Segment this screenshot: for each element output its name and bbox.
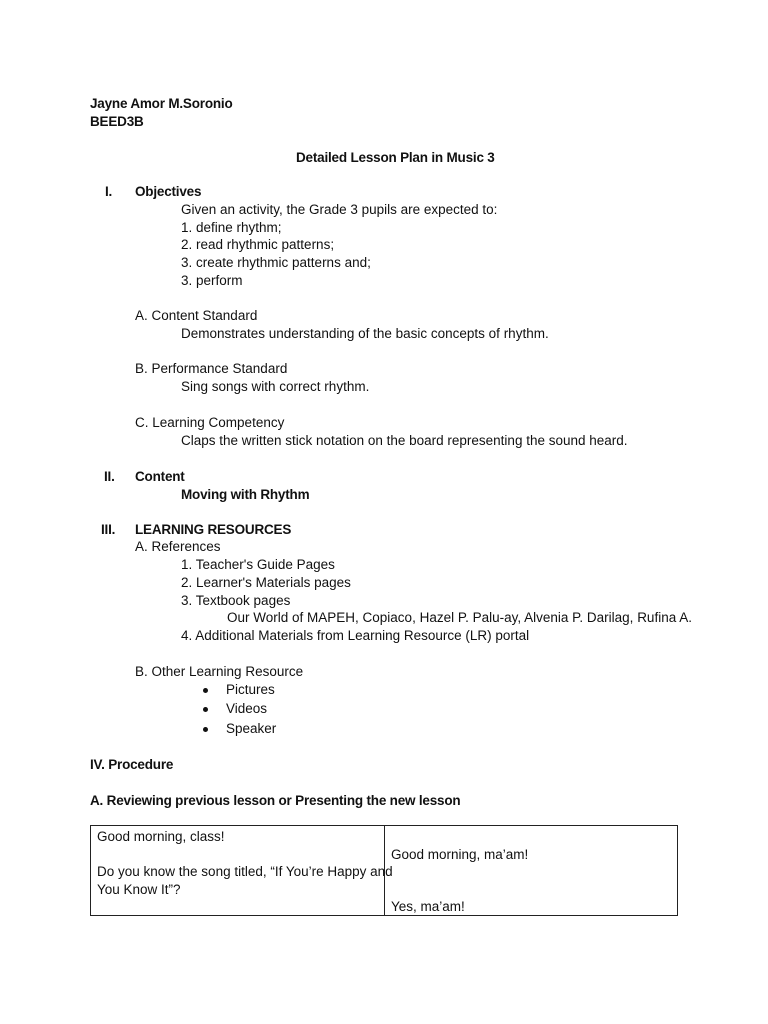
content-standard-label: A. Content Standard <box>135 308 258 323</box>
content-topic: Moving with Rhythm <box>181 487 310 502</box>
performance-standard-label: B. Performance Standard <box>135 361 288 376</box>
pupil-line: Good morning, ma’am! <box>391 847 529 862</box>
other-resource-item: Speaker <box>226 721 277 736</box>
pupil-activity-cell <box>385 826 678 916</box>
bullet-icon <box>203 707 208 712</box>
other-resource-item: Videos <box>226 701 268 716</box>
reference-item: 1. Teacher's Guide Pages <box>181 557 335 572</box>
objective-item: 3. perform <box>181 273 243 288</box>
content-heading: Content <box>135 469 185 484</box>
objectives-numeral: I. <box>105 184 113 199</box>
procedure-subheading: A. Reviewing previous lesson or Presenting the new lesson <box>90 793 461 808</box>
content-numeral: II. <box>104 469 115 484</box>
section-code: BEED3B <box>90 114 144 129</box>
teacher-line: Do you know the song titled, “If You’re Happy and <box>97 864 393 879</box>
objective-item: 1. define rhythm; <box>181 220 282 235</box>
teacher-line: Good morning, class! <box>97 829 225 844</box>
content-standard-text: Demonstrates understanding of the basic concepts of rhythm. <box>181 326 549 341</box>
reference-item: 2. Learner's Materials pages <box>181 575 351 590</box>
bullet-icon <box>203 727 208 732</box>
author-name: Jayne Amor M.Soronio <box>90 96 233 111</box>
document-title: Detailed Lesson Plan in Music 3 <box>296 150 495 165</box>
other-resources-label: B. Other Learning Resource <box>135 664 304 679</box>
pupil-line: Yes, ma’am! <box>391 899 465 914</box>
objectives-heading: Objectives <box>135 184 202 199</box>
bullet-icon <box>203 688 208 693</box>
resources-numeral: III. <box>101 522 116 537</box>
reference-item: 3. Textbook pages <box>181 593 291 608</box>
performance-standard-text: Sing songs with correct rhythm. <box>181 379 370 394</box>
objectives-intro: Given an activity, the Grade 3 pupils are expected to: <box>181 202 498 217</box>
learning-competency-text: Claps the written stick notation on the board representing the sound heard. <box>181 433 628 448</box>
objective-item: 3. create rhythmic patterns and; <box>181 255 371 270</box>
procedure-table <box>90 825 678 916</box>
additional-materials: 4. Additional Materials from Learning Resource (LR) portal <box>181 628 530 643</box>
other-resource-item: Pictures <box>226 682 275 697</box>
resources-heading: LEARNING RESOURCES <box>135 522 292 537</box>
procedure-heading: IV. Procedure <box>90 757 174 772</box>
teacher-activity-cell <box>91 826 393 916</box>
textbook-citation: Our World of MAPEH, Copiaco, Hazel P. Palu-ay, Alvenia P. Darilag, Rufina A. <box>227 610 692 625</box>
learning-competency-label: C. Learning Competency <box>135 415 285 430</box>
teacher-line: You Know It”? <box>97 882 181 897</box>
references-label: A. References <box>135 539 221 554</box>
objective-item: 2. read rhythmic patterns; <box>181 237 335 252</box>
